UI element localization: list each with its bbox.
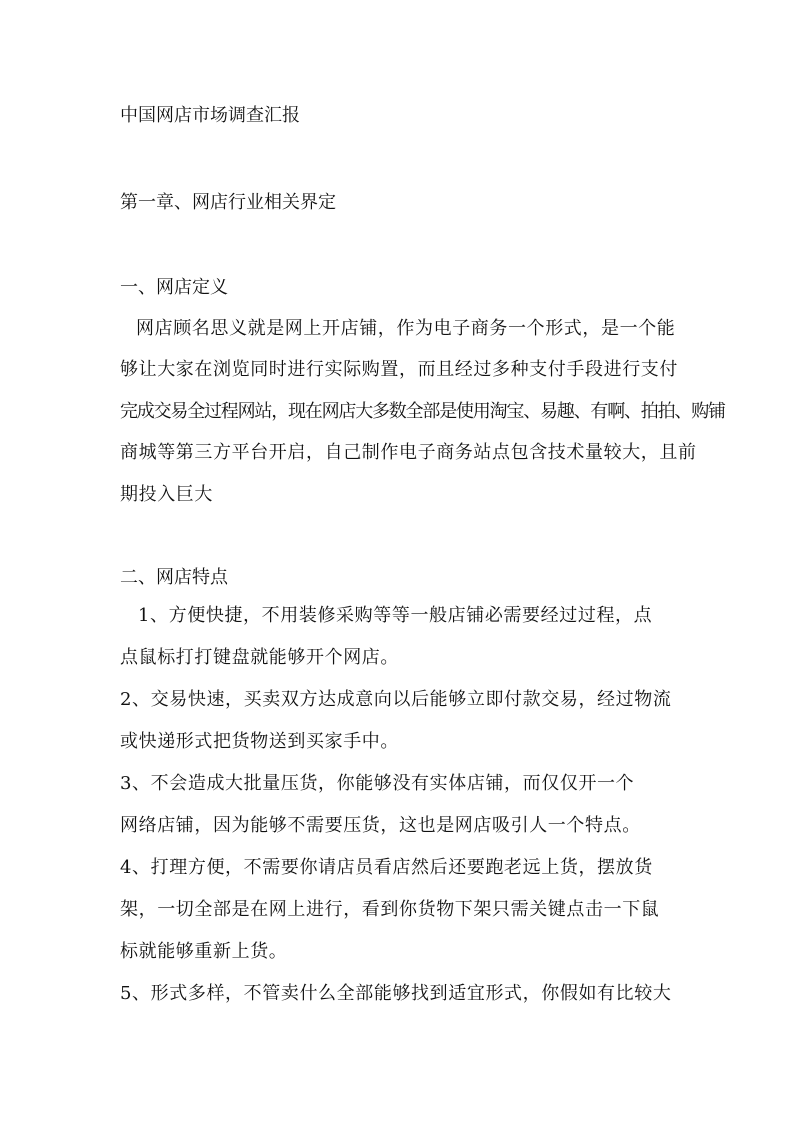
section2-line: 或快递形式把货物送到买家手中。 [120, 731, 399, 752]
chapter-heading: 第一章、网店行业相关界定 [120, 192, 336, 213]
section2-line: 架，一切全部是在网上进行，看到你货物下架只需关键点击一下鼠 [120, 899, 660, 920]
section2-line: 标就能够重新上货。 [120, 941, 288, 962]
section2-line: 4、打理方便，不需要你请店员看店然后还要跑老远上货，摆放货 [120, 857, 653, 878]
section2-line: 5、形式多样，不管卖什么全部能够找到适宜形式，你假如有比较大 [120, 983, 672, 1004]
document-title: 中国网店市场调查汇报 [120, 105, 300, 126]
section1-line: 期投入巨大 [120, 484, 213, 505]
section2-line: 点鼠标打打键盘就能够开个网店。 [120, 647, 399, 668]
section2-line: 2、交易快速，买卖双方达成意向以后能够立即付款交易，经过物流 [120, 689, 672, 710]
section2-heading: 二、网店特点 [120, 567, 228, 588]
section1-heading: 一、网店定义 [120, 277, 228, 298]
section2-line: 网络店铺，因为能够不需要压货，这也是网店吸引人一个特点。 [120, 815, 641, 836]
section1-line: 够让大家在浏览同时进行实际购置，而且经过多种支付手段进行支付 [120, 359, 678, 380]
section1-line: 完成交易全过程网站，现在网店大多数全部是使用淘宝、易趣、有啊、拍拍、购铺 [120, 401, 725, 422]
section1-line: 网店顾名思义就是网上开店铺，作为电子商务一个形式，是一个能 [136, 318, 676, 339]
section2-line: 1、方便快捷，不用装修采购等等一般店铺必需要经过过程，点 [138, 605, 653, 626]
section2-line: 3、不会造成大批量压货，你能够没有实体店铺，而仅仅开一个 [120, 773, 635, 794]
section1-line: 商城等第三方平台开启，自己制作电子商务站点包含技术量较大，且前 [120, 442, 697, 463]
